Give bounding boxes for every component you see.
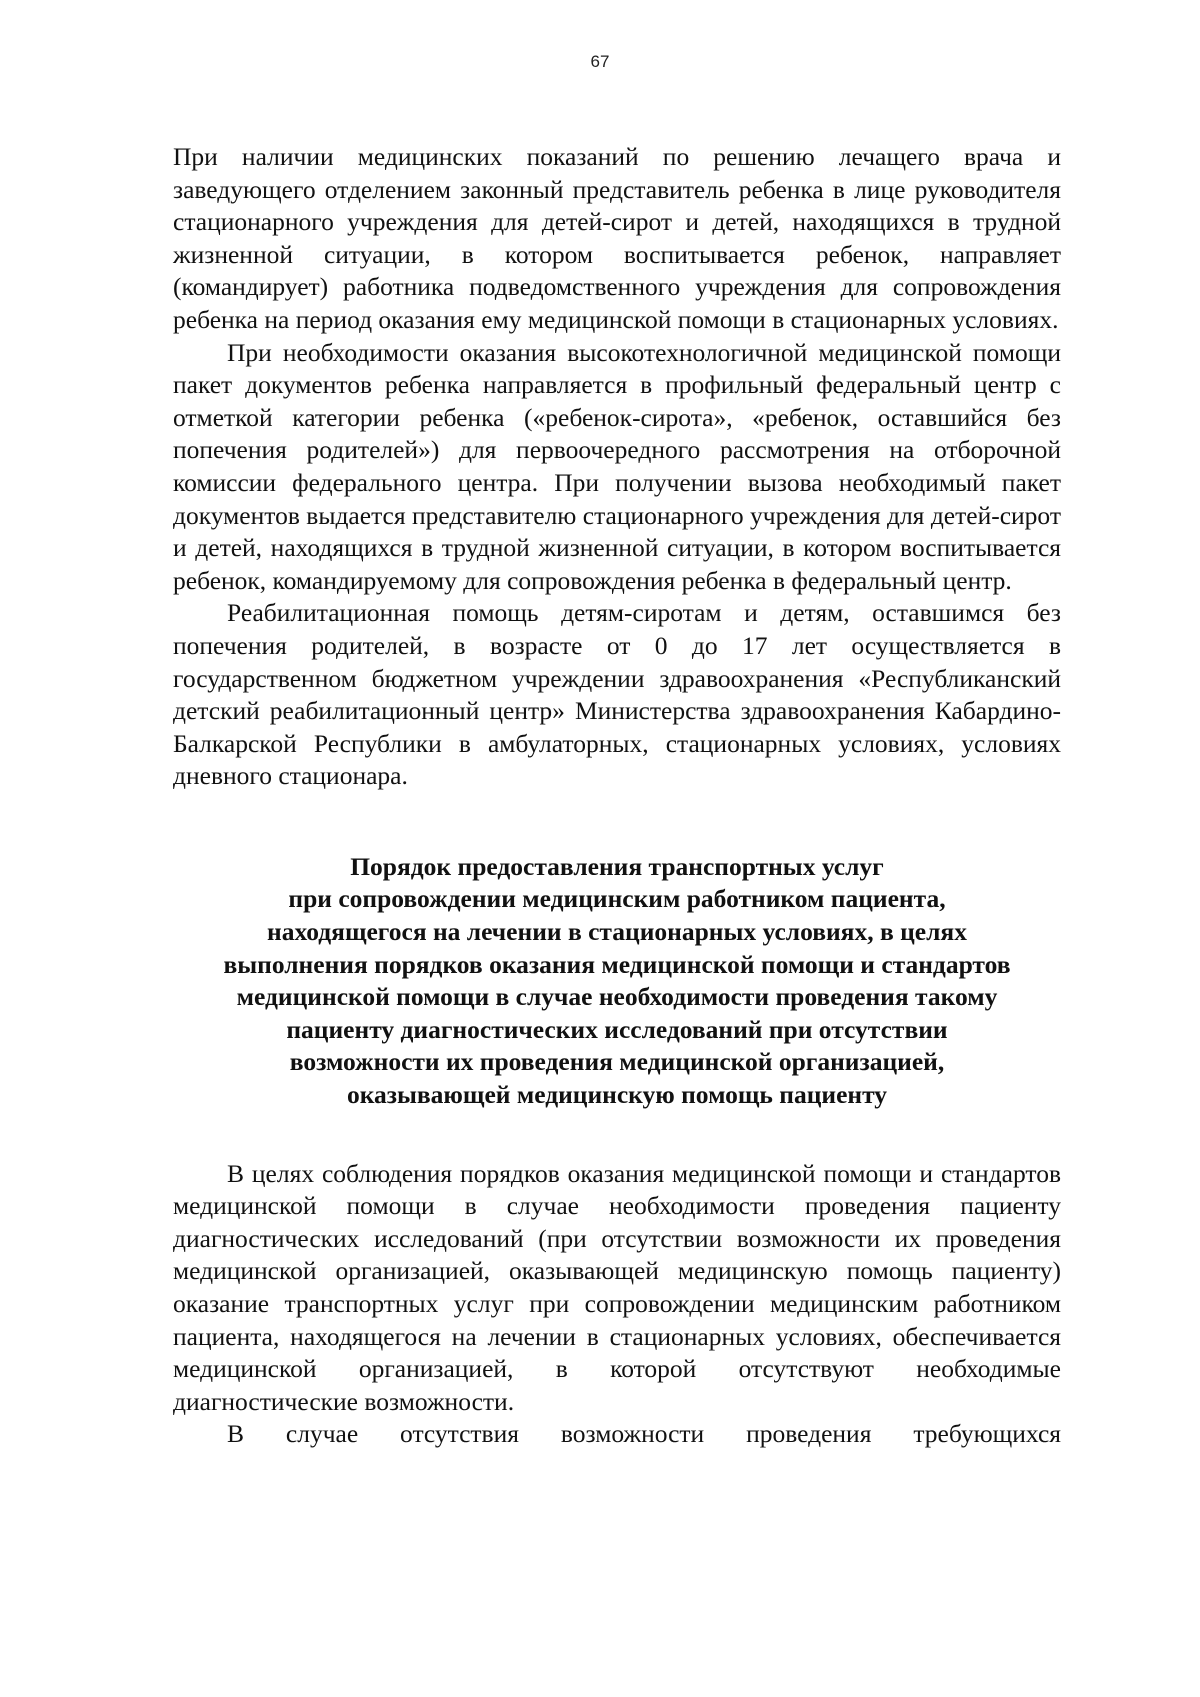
section-heading-line: Порядок предоставления транспортных услуг [350, 851, 884, 881]
section-heading-line: выполнения порядков оказания медицинской помощи и стандартов [223, 949, 1011, 979]
paragraph-transport-services: В целях соблюдения порядков оказания медицинской помощи и стандартов медицинской помощи в случае необходимости проведения пациенту диагностических исследований (при отсутствии возможности их проведения медицинской организацией, оказывающей медицинскую помощь пациенту) оказание транспортных услуг при сопровождении медицинским работником пациента, находящегося на лечении в стационарных условиях, обеспечивается медицинской организацией, в которой отсутствуют необходимые диагностические возможности. [173, 1158, 1061, 1416]
section-heading-line: оказывающей медицинскую помощь пациенту [346, 1080, 888, 1110]
section-heading-line: при сопровождении медицинским работником пациента, [288, 884, 946, 914]
paragraph-escort-referral: При наличии медицинских показаний по решению лечащего врача и заведующего отделением законный представитель ребенка в лице руководителя стационарного учреждения для детей-сирот и детей, находящихся в трудной жизненной ситуации, в котором воспитывается ребенок, направляет (командирует) работника подведомственного учреждения для сопровождения ребенка на период оказания ему медицинской помощи в стационарных условиях. [173, 142, 1061, 334]
section-heading-line: находящегося на лечении в стационарных условиях, в целях [267, 917, 967, 947]
page-number: 67 [590, 52, 610, 71]
paragraph-high-tech-care: При необходимости оказания высокотехнологичной медицинской помощи пакет документов ребенка направляется в профильный федеральный центр с отметкой категории ребенка («ребенок-сирота», «ребенок, оставшийся без попечения родителей») для первоочередного рассмотрения на отборочной комиссии федерального центра. При получении вызова необходимый пакет документов выдается представителю стационарного учреждения для детей-сирот и детей, находящихся в трудной жизненной ситуации, в котором воспитывается ребенок, командируемому для сопровождения ребенка в федеральный центр. [173, 337, 1061, 595]
paragraph-rehabilitation: Реабилитационная помощь детям-сиротам и детям, оставшимся без попечения родителей, в возрасте от 0 до 17 лет осуществляется в государственном бюджетном учреждении здравоохранения «Республиканский детский реабилитационный центр» Министерства здравоохранения Кабардино-Балкарской Республики в амбулаторных, стационарных условиях, условиях дневного стационара. [173, 598, 1061, 791]
paragraph-continuation: В случае отсутствия возможности проведения требующихся [227, 1419, 1061, 1449]
section-heading-line: возможности их проведения медицинской организацией, [289, 1047, 945, 1077]
section-heading-line: медицинской помощи в случае необходимости проведения такому [236, 982, 998, 1012]
document-body [173, 141, 1061, 1451]
section-heading [173, 851, 1061, 1112]
section-heading-line: пациенту диагностических исследований при отсутствии [286, 1014, 948, 1044]
